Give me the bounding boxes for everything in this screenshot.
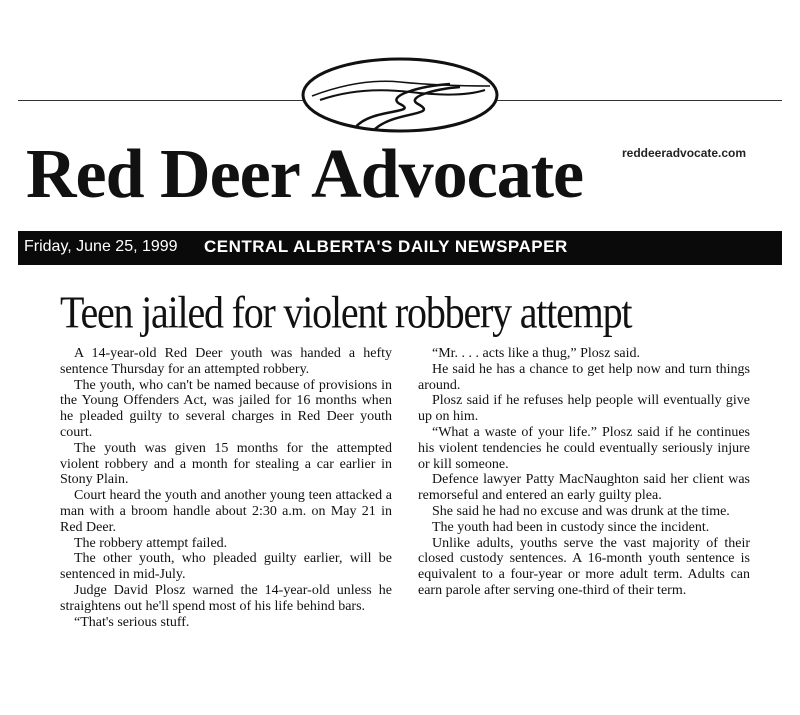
paragraph: Unlike adults, youths serve the vast majority of their closed custody sentences. A 16-month youth sentence is equivalent to a four-year or more adult term. Adults can earn parole after serving one-third of their term. <box>418 535 750 598</box>
website-url: reddeeradvocate.com <box>622 146 747 160</box>
paragraph: The youth, who can't be named because of provisions in the Young Offenders Act, was jailed for 16 months when he pleaded guilty to several charges in Red Deer youth court. <box>60 377 392 440</box>
paragraph: The other youth, who pleaded guilty earlier, will be sentenced in mid-July. <box>60 551 392 583</box>
paragraph: Defence lawyer Patty MacNaughton said her client was remorseful and entered an early guilty plea. <box>418 472 750 504</box>
paragraph: The robbery attempt failed. <box>74 535 228 551</box>
article-column-2 <box>418 346 750 599</box>
paragraph: Judge David Plosz warned the 14-year-old unless he straightens out he'll spend most of his life behind bars. <box>60 582 392 614</box>
paragraph: The youth had been in custody since the incident. <box>432 519 710 535</box>
publication-date: Friday, June 25, 1999 <box>24 238 178 255</box>
newspaper-title: Red Deer Advocate <box>26 136 584 213</box>
paragraph: The youth was given 15 months for the attempted violent robbery and a month for stealing a car earlier in Stony Plain. <box>60 440 392 488</box>
article-headline: Teen jailed for violent robbery attempt <box>60 286 632 338</box>
landscape-logo-icon <box>300 56 500 134</box>
dateline-band <box>18 231 782 265</box>
paragraph: Court heard the youth and another young teen attacked a man with a broom handle about 2:30 a.m. on May 21 in Red Deer. <box>60 488 392 535</box>
paragraph: “Mr. . . . acts like a thug,” Plosz said. <box>432 346 641 361</box>
paragraph: She said he had no excuse and was drunk at the time. <box>432 503 730 519</box>
article-column-1 <box>60 346 392 630</box>
tagline: CENTRAL ALBERTA'S DAILY NEWSPAPER <box>204 237 568 256</box>
paragraph: “What a waste of your life.” Plosz said if he continues his violent tendencies he could eventually seriously injure or kill someone. <box>418 424 750 472</box>
paragraph: A 14-year-old Red Deer youth was handed a hefty sentence Thursday for an attempted robbery. <box>60 346 392 377</box>
paragraph: Plosz said if he refuses help people will eventually give up on him. <box>418 393 750 425</box>
paragraph: He said he has a chance to get help now and turn things around. <box>418 361 750 393</box>
paragraph: “That's serious stuff. <box>74 614 190 630</box>
